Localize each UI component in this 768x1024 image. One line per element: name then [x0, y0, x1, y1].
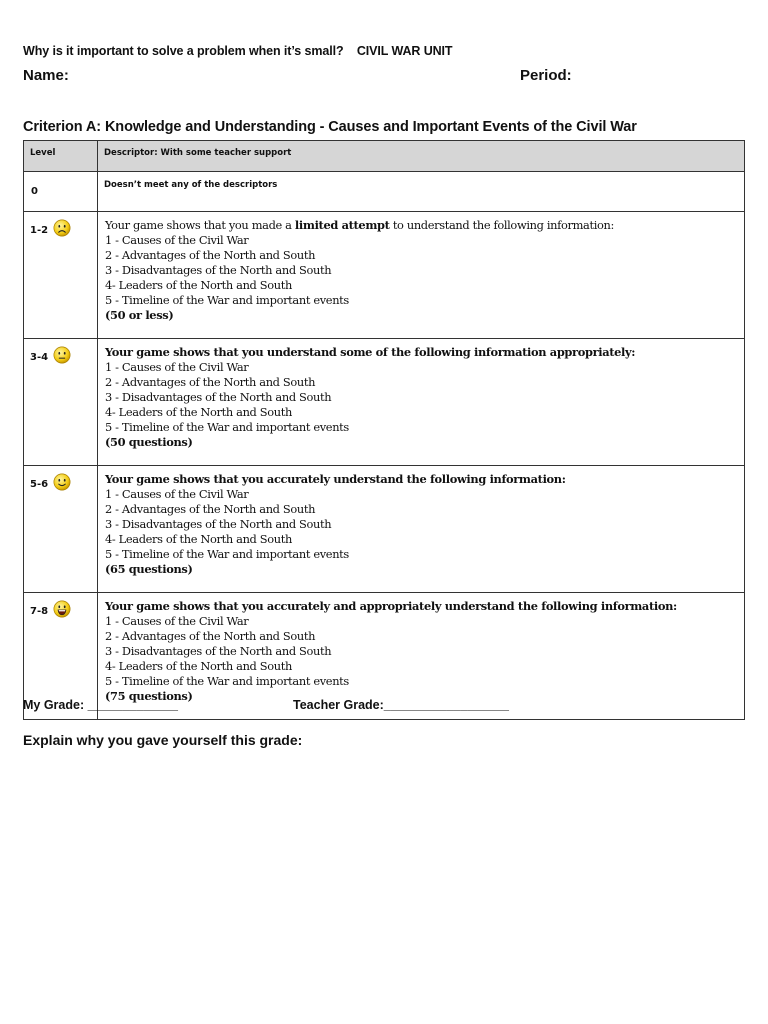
- table-header-row: [24, 141, 745, 172]
- list-item: 2 - Advantages of the North and South: [105, 248, 316, 262]
- intro-text: Your game shows that you made a: [105, 218, 295, 232]
- descriptor-cell: Doesn’t meet any of the descriptors: [98, 172, 745, 212]
- level-header: Level: [24, 141, 98, 172]
- level-cell: [24, 172, 98, 212]
- level-label: 1-2: [30, 225, 49, 236]
- list-item: 3 - Disadvantages of the North and South: [105, 517, 332, 531]
- level-label: 3-4: [30, 352, 49, 363]
- level-cell: [24, 339, 98, 466]
- unit-title: CIVIL WAR UNIT: [356, 44, 453, 58]
- descriptor-cell: [98, 339, 745, 466]
- teacher-grade-field: Teacher Grade:__________________: [293, 698, 509, 712]
- list-item: 1 - Causes of the Civil War: [105, 233, 249, 247]
- list-item: 2 - Advantages of the North and South: [105, 502, 316, 516]
- period-label: Period:: [520, 67, 572, 84]
- my-grade-field: My Grade: _____________: [23, 698, 178, 712]
- table-row: [24, 212, 745, 339]
- level-cell: [24, 466, 98, 593]
- question-count: (50 or less): [105, 308, 174, 322]
- list-item: 4- Leaders of the North and South: [105, 278, 292, 292]
- header-question: Why is it important to solve a problem when it’s small?: [23, 44, 344, 58]
- list-item: 3 - Disadvantages of the North and South: [105, 263, 332, 277]
- list-item: 4- Leaders of the North and South: [105, 659, 292, 673]
- level-label: 7-8: [30, 606, 49, 617]
- intro-text-end: to understand the following information:: [389, 218, 614, 232]
- list-item: 3 - Disadvantages of the North and South: [105, 390, 332, 404]
- descriptor-intro: Your game shows that you accurately and appropriately understand the following information:: [105, 599, 677, 613]
- sad-face-icon: [53, 219, 71, 237]
- table-row: [24, 172, 745, 212]
- question-count: (65 questions): [105, 562, 193, 576]
- list-item: 2 - Advantages of the North and South: [105, 629, 316, 643]
- list-item: 4- Leaders of the North and South: [105, 405, 292, 419]
- list-item: 5 - Timeline of the War and important events: [105, 293, 349, 307]
- list-item: 5 - Timeline of the War and important events: [105, 420, 349, 434]
- table-row: [24, 339, 745, 466]
- question-count: (75 questions): [105, 689, 193, 703]
- descriptor-cell: [98, 212, 745, 339]
- descriptor-header: Descriptor: With some teacher support: [98, 141, 745, 172]
- descriptor-intro: Your game shows that you accurately understand the following information:: [105, 472, 566, 486]
- neutral-face-icon: [53, 346, 71, 364]
- list-item: 1 - Causes of the Civil War: [105, 614, 249, 628]
- list-item: 3 - Disadvantages of the North and South: [105, 644, 332, 658]
- table-row: [24, 466, 745, 593]
- list-item: 4- Leaders of the North and South: [105, 532, 292, 546]
- header-question-line: [23, 44, 452, 58]
- level-cell: [24, 212, 98, 339]
- list-item: 1 - Causes of the Civil War: [105, 360, 249, 374]
- name-period-row: [23, 67, 723, 84]
- rubric-table: [23, 140, 745, 720]
- descriptor-intro: Your game shows that you understand some of the following information appropriately:: [105, 345, 636, 359]
- descriptor-cell: [98, 466, 745, 593]
- list-item: 1 - Causes of the Civil War: [105, 487, 249, 501]
- level-label: 5-6: [30, 479, 49, 490]
- list-item: 2 - Advantages of the North and South: [105, 375, 316, 389]
- criterion-title: Criterion A: Knowledge and Understanding - Causes and Important Events of the Civil War: [23, 119, 637, 135]
- descriptor-intro: [105, 218, 738, 233]
- laughing-face-icon: [53, 600, 71, 618]
- smile-face-icon: [53, 473, 71, 491]
- list-item: 5 - Timeline of the War and important events: [105, 547, 349, 561]
- level-label: 0: [31, 186, 38, 197]
- question-count: (50 questions): [105, 435, 193, 449]
- name-label: Name:: [23, 67, 69, 84]
- explain-prompt: Explain why you gave yourself this grade:: [23, 732, 303, 748]
- intro-emphasis: limited attempt: [294, 218, 390, 232]
- list-item: 5 - Timeline of the War and important events: [105, 674, 349, 688]
